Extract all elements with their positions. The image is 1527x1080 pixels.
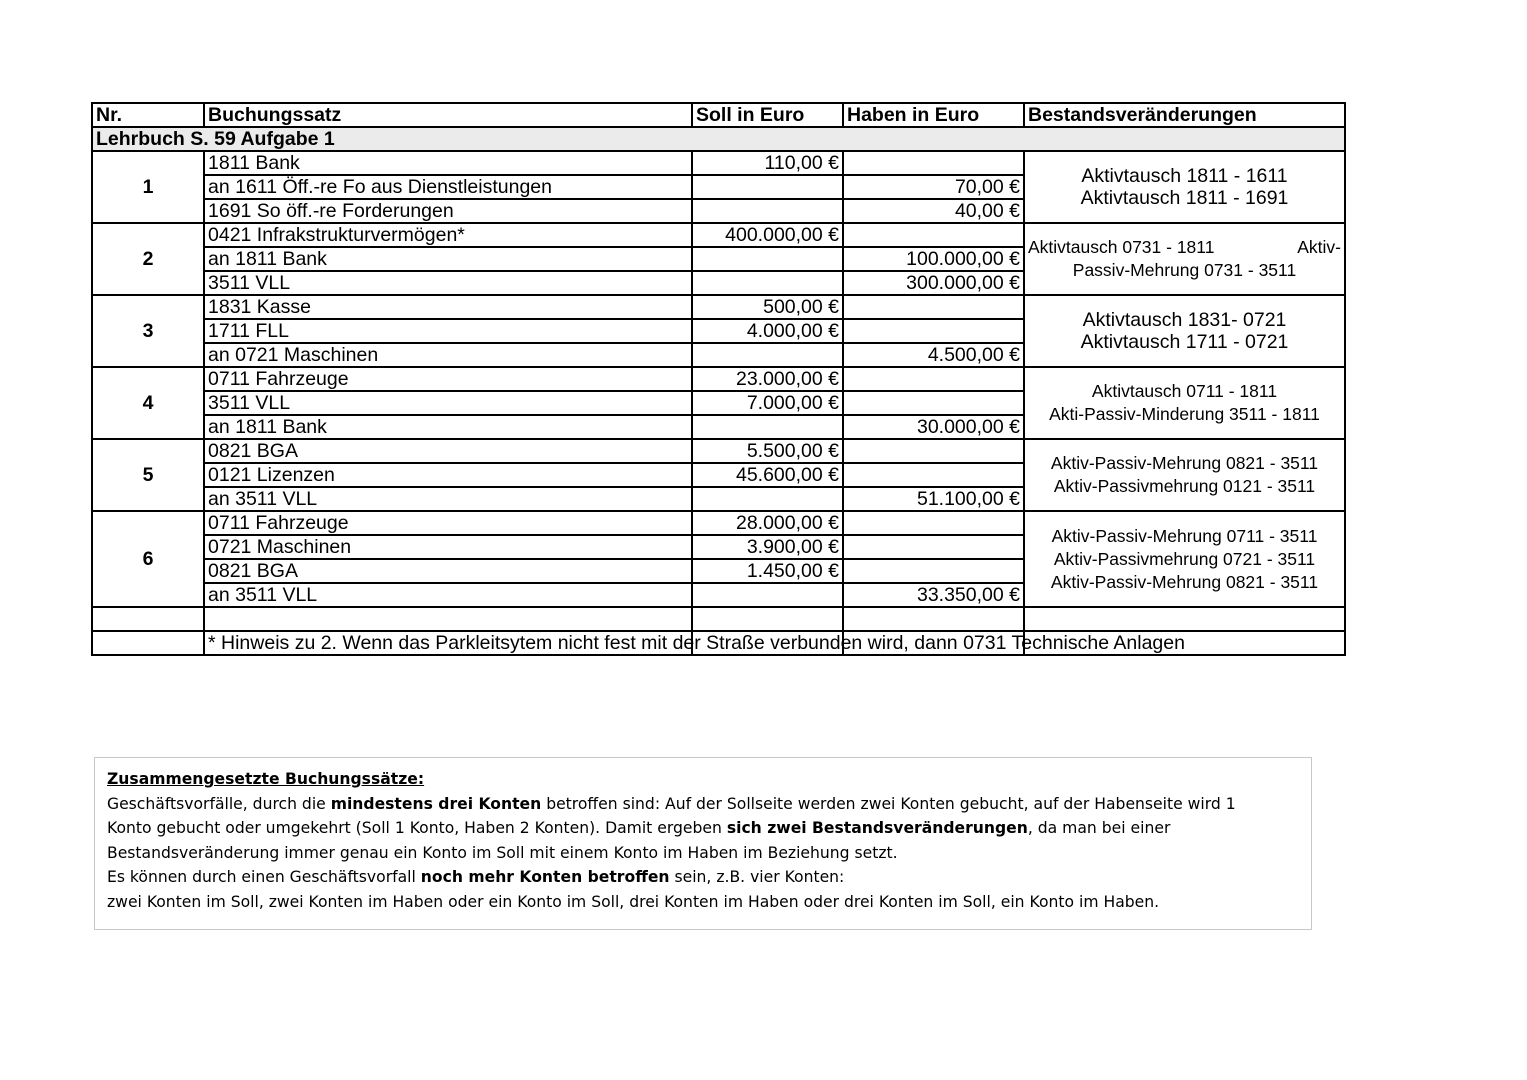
header-haben: Haben in Euro <box>843 103 1024 127</box>
booking-text: an 1811 Bank <box>204 415 692 439</box>
blank-row <box>92 607 1345 631</box>
section-title: Lehrbuch S. 59 Aufgabe 1 <box>92 127 1345 151</box>
stock-change-line: Aktivtausch 0711 - 1811 <box>1091 381 1278 401</box>
haben-amount: 33.350,00 € <box>843 583 1024 607</box>
haben-amount: 51.100,00 € <box>843 487 1024 511</box>
info-line <box>107 816 1299 841</box>
info-text: sein, z.B. vier Konten: <box>669 868 845 886</box>
soll-amount: 110,00 € <box>692 151 843 175</box>
soll-amount: 45.600,00 € <box>692 463 843 487</box>
stock-changes <box>1024 223 1345 295</box>
table-row <box>92 439 1345 463</box>
haben-amount: 70,00 € <box>843 175 1024 199</box>
table-row <box>92 151 1345 175</box>
haben-amount <box>843 367 1024 391</box>
haben-amount <box>843 439 1024 463</box>
header-row <box>92 103 1345 127</box>
haben-amount <box>843 151 1024 175</box>
booking-text: an 3511 VLL <box>204 583 692 607</box>
info-text: betroffen sind: Auf der Sollseite werden zwei Konten gebucht, auf der Habenseite wird 1 <box>541 794 1236 813</box>
stock-change-line: Aktiv-Passiv-Mehrung 0821 - 3511 <box>1050 453 1319 473</box>
soll-amount <box>692 199 843 223</box>
soll-amount: 500,00 € <box>692 295 843 319</box>
haben-amount <box>843 223 1024 247</box>
soll-amount: 5.500,00 € <box>692 439 843 463</box>
header-nr: Nr. <box>92 103 204 127</box>
booking-text: 0821 BGA <box>204 559 692 583</box>
stock-change-line: Aktiv-Passiv-Mehrung 0821 - 3511 <box>1050 571 1319 592</box>
booking-text: 3511 VLL <box>204 271 692 295</box>
soll-amount <box>692 247 843 271</box>
soll-amount <box>692 487 843 511</box>
booking-text: 1831 Kasse <box>204 295 692 319</box>
stock-change-line: Passiv-Mehrung 0731 - 3511 <box>1072 260 1297 280</box>
soll-amount: 7.000,00 € <box>692 391 843 415</box>
stock-changes <box>1024 367 1345 439</box>
soll-amount: 4.000,00 € <box>692 319 843 343</box>
info-text: Es können durch einen Geschäftsvorfall <box>107 868 421 886</box>
booking-text: 1711 FLL <box>204 319 692 343</box>
info-text: Konto gebucht oder umgekehrt (Soll 1 Konto, Haben 2 Konten). Damit ergeben <box>107 819 727 837</box>
info-line: Bestandsveränderung immer genau ein Konto im Soll mit einem Konto im Haben im Beziehung setzt. <box>107 843 898 862</box>
haben-amount: 100.000,00 € <box>843 247 1024 271</box>
entry-number: 5 <box>92 439 204 511</box>
blank-cell <box>843 607 1024 631</box>
haben-amount: 4.500,00 € <box>843 343 1024 367</box>
booking-text: 0711 Fahrzeuge <box>204 511 692 535</box>
blank-cell <box>1024 607 1345 631</box>
header-soll: Soll in Euro <box>692 103 843 127</box>
table-row <box>92 367 1345 391</box>
table-row <box>92 295 1345 319</box>
booking-table <box>91 102 1346 656</box>
entry-number: 4 <box>92 367 204 439</box>
info-box <box>94 757 1312 930</box>
stock-change-text: Aktivtausch 0731 - 1811 <box>1028 237 1215 257</box>
booking-text: 1691 So öff.-re Forderungen <box>204 199 692 223</box>
stock-changes <box>1024 511 1345 607</box>
entry-number: 3 <box>92 295 204 367</box>
info-text: , da man bei einer <box>1027 819 1171 837</box>
haben-amount <box>843 295 1024 319</box>
haben-amount <box>843 319 1024 343</box>
soll-amount <box>692 415 843 439</box>
stock-change-line: Aktiv-Passivmehrung 0721 - 3511 <box>1053 548 1316 569</box>
haben-amount: 40,00 € <box>843 199 1024 223</box>
haben-amount: 30.000,00 € <box>843 415 1024 439</box>
haben-amount <box>843 463 1024 487</box>
table-row <box>92 223 1345 247</box>
booking-text: 3511 VLL <box>204 391 692 415</box>
booking-text: an 3511 VLL <box>204 487 692 511</box>
header-bestandsveraenderungen: Bestandsveränderungen <box>1024 103 1345 127</box>
blank-cell <box>204 607 692 631</box>
stock-change-text: Aktiv- <box>1297 237 1341 257</box>
soll-amount <box>692 271 843 295</box>
stock-change-line: Aktivtausch 1831- 0721 <box>1082 309 1287 331</box>
entry-number: 6 <box>92 511 204 607</box>
note-row <box>92 631 1345 655</box>
blank-cell <box>92 607 204 631</box>
booking-text: 1811 Bank <box>204 151 692 175</box>
stock-changes <box>1024 439 1345 511</box>
booking-text: an 1611 Öff.-re Fo aus Dienstleistungen <box>204 175 692 199</box>
footnote: * Hinweis zu 2. Wenn das Parkleitsytem nicht fest mit der Straße verbunden wird, dann 0731 Technische Anlagen <box>204 631 692 655</box>
section-row <box>92 127 1345 151</box>
booking-text: 0721 Maschinen <box>204 535 692 559</box>
info-line <box>107 792 1299 817</box>
soll-amount: 28.000,00 € <box>692 511 843 535</box>
booking-text: 0821 BGA <box>204 439 692 463</box>
soll-amount: 1.450,00 € <box>692 559 843 583</box>
stock-change-line: Akti-Passiv-Minderung 3511 - 1811 <box>1049 404 1320 424</box>
stock-changes <box>1024 151 1345 223</box>
haben-amount <box>843 559 1024 583</box>
table-row <box>92 511 1345 535</box>
stock-change-line: Aktiv-Passivmehrung 0121 - 3511 <box>1053 476 1316 496</box>
info-emphasis: sich zwei Bestandsveränderungen <box>726 819 1028 837</box>
haben-amount: 300.000,00 € <box>843 271 1024 295</box>
stock-change-line: Aktivtausch 1811 - 1691 <box>1080 187 1289 209</box>
info-emphasis: noch mehr Konten betroffen <box>420 868 670 886</box>
stock-change-line: Aktivtausch 1811 - 1611 <box>1081 165 1288 187</box>
stock-change-line: Aktiv-Passiv-Mehrung 0711 - 3511 <box>1051 525 1318 546</box>
haben-amount <box>843 535 1024 559</box>
stock-change-line: Aktivtausch 1711 - 0721 <box>1080 331 1289 353</box>
entry-number: 2 <box>92 223 204 295</box>
stock-change-line <box>1028 236 1341 259</box>
info-title: Zusammengesetzte Buchungssätze: <box>107 770 425 788</box>
soll-amount: 3.900,00 € <box>692 535 843 559</box>
info-text: Geschäftsvorfälle, durch die <box>107 794 331 813</box>
haben-amount <box>843 391 1024 415</box>
booking-text: an 0721 Maschinen <box>204 343 692 367</box>
soll-amount: 23.000,00 € <box>692 367 843 391</box>
blank-cell <box>92 631 204 655</box>
booking-text: 0121 Lizenzen <box>204 463 692 487</box>
soll-amount <box>692 175 843 199</box>
haben-amount <box>843 511 1024 535</box>
soll-amount <box>692 343 843 367</box>
info-line <box>107 865 1299 890</box>
info-emphasis: mindestens drei Konten <box>330 794 542 813</box>
soll-amount: 400.000,00 € <box>692 223 843 247</box>
header-buchungssatz: Buchungssatz <box>204 103 692 127</box>
soll-amount <box>692 583 843 607</box>
booking-text: 0421 Infrakstrukturvermögen* <box>204 223 692 247</box>
booking-text: 0711 Fahrzeuge <box>204 367 692 391</box>
booking-text: an 1811 Bank <box>204 247 692 271</box>
blank-cell <box>692 607 843 631</box>
entry-number: 1 <box>92 151 204 223</box>
info-line: zwei Konten im Soll, zwei Konten im Haben oder ein Konto im Soll, drei Konten im Haben oder drei Konten im Soll, ein Konto im Haben. <box>107 892 1160 911</box>
stock-changes <box>1024 295 1345 367</box>
